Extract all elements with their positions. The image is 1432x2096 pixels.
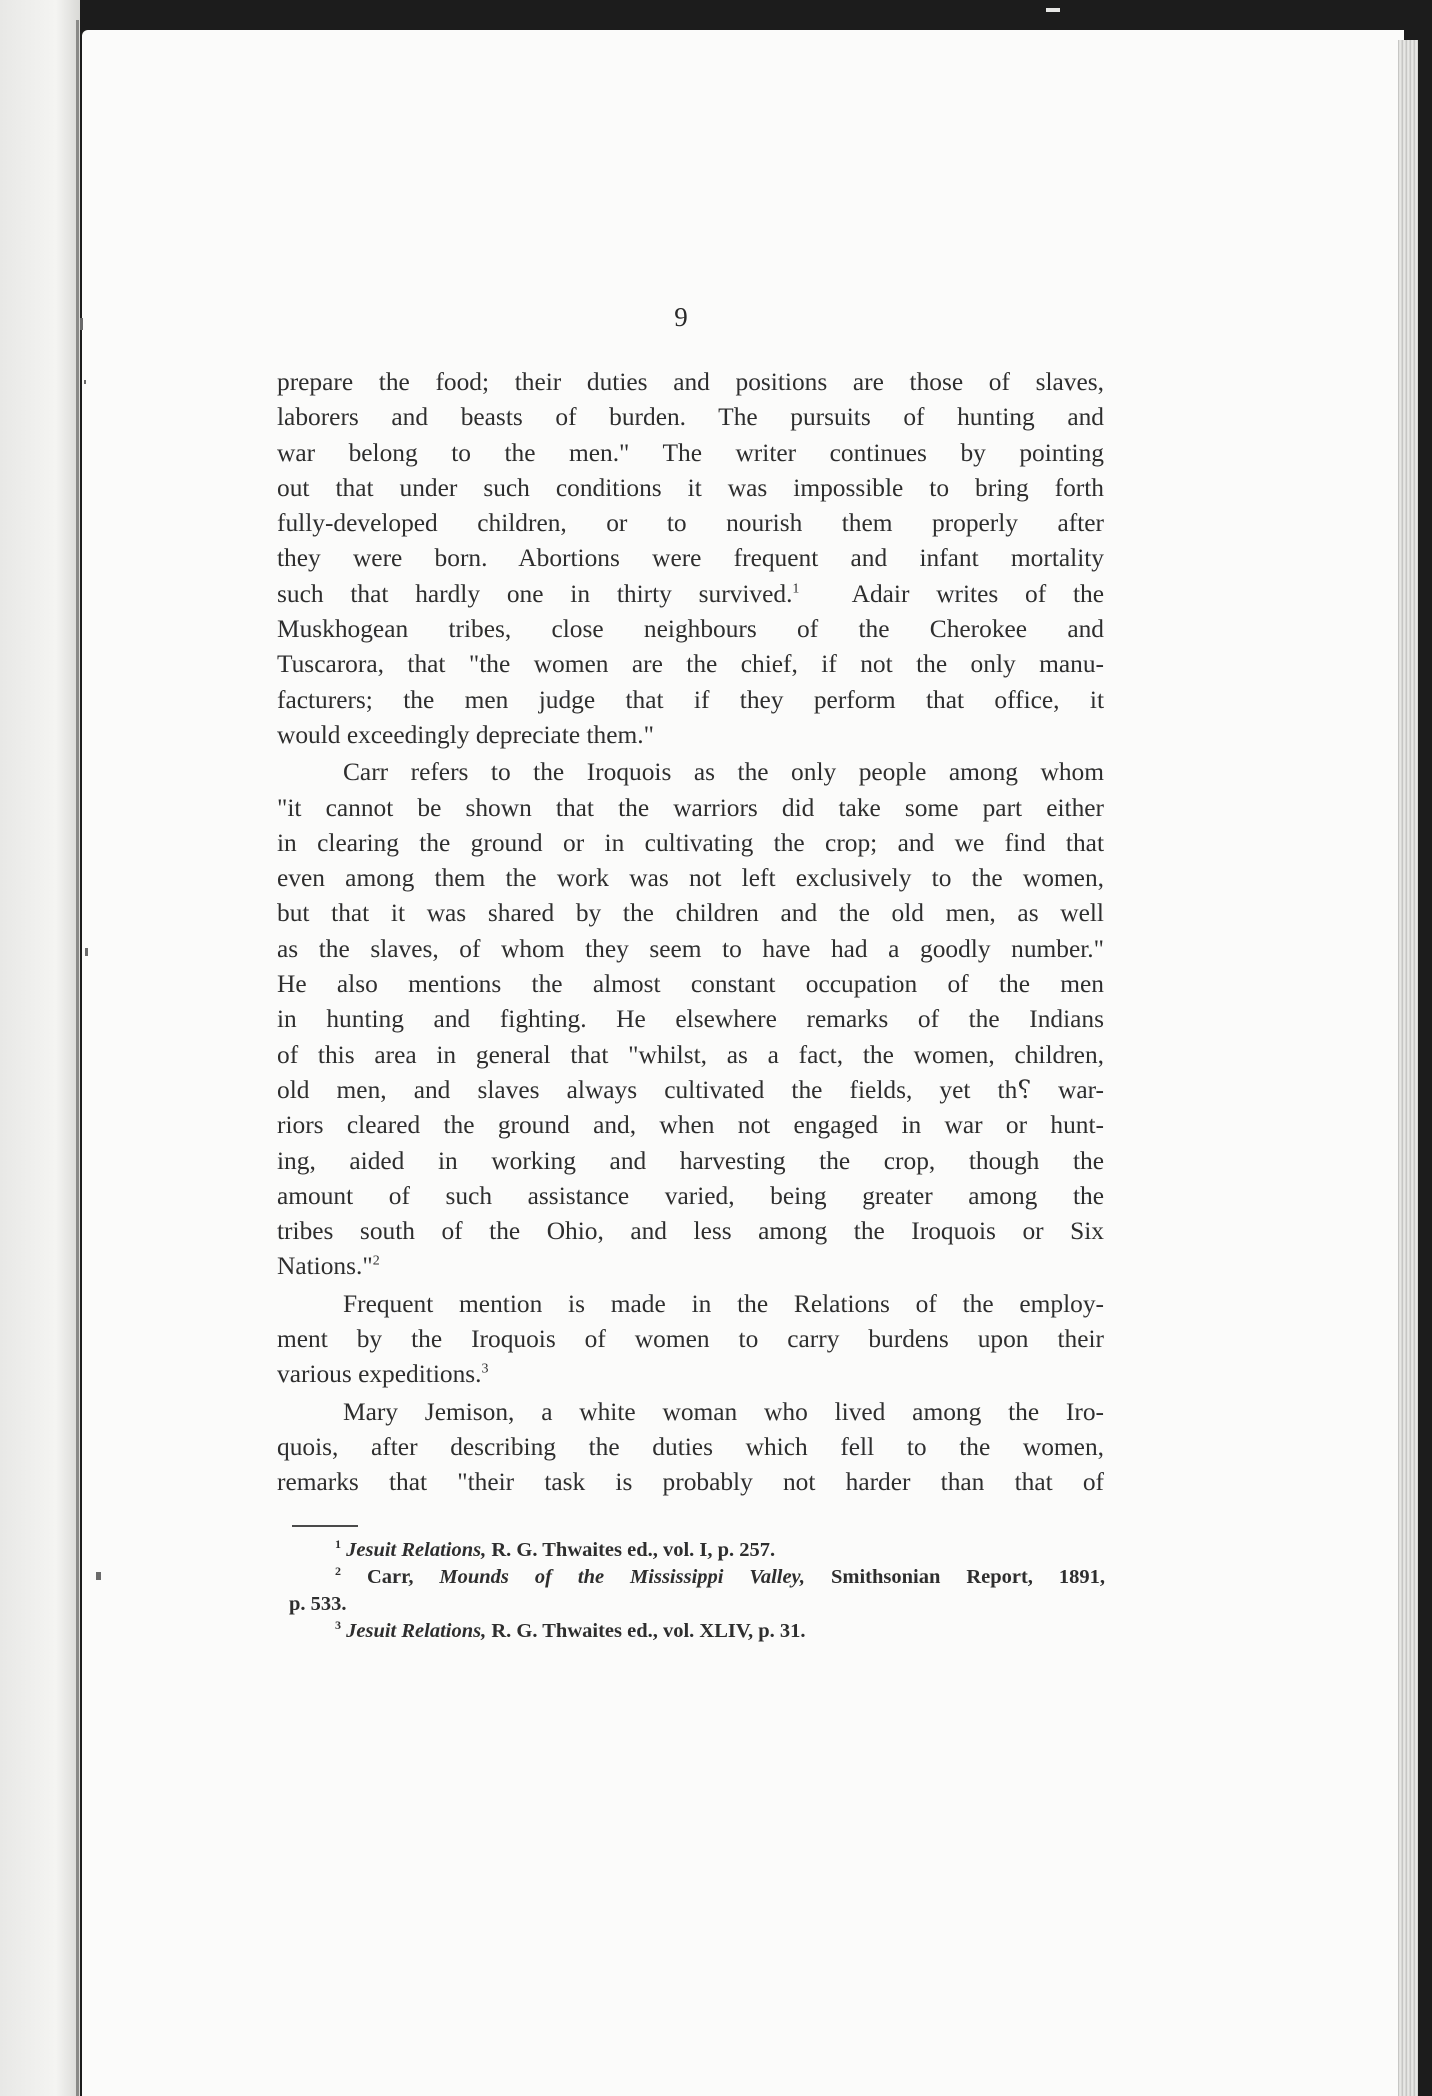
text-fragment: Nations.": [277, 1252, 373, 1281]
footnote-ref: 2: [372, 1253, 380, 1269]
text-line: Muskhogean tribes, close neighbours of the Cherokee and: [277, 615, 1104, 644]
text-line: Frequent mention is made in the Relations of the employ-: [343, 1289, 1104, 1318]
text-fragment: various expeditions.: [277, 1360, 482, 1389]
text-line: laborers and beasts of burden. The pursuits of hunting and: [277, 403, 1104, 432]
footnote-2-continued: p. 533.: [289, 1593, 347, 1615]
paragraph-4: [277, 1395, 1104, 1501]
text-line: [277, 1357, 1104, 1392]
footnote-1: [287, 1537, 1105, 1564]
footnote-text: R. G. Thwaites ed., vol. I, p. 257.: [486, 1539, 776, 1561]
text-line: fully-developed children, or to nourish them properly after: [277, 509, 1104, 538]
text-line: ment by the Iroquois of women to carry burdens upon their: [277, 1325, 1104, 1354]
text-fragment: such that hardly one in thirty survived.: [277, 579, 793, 608]
footnote-title: Jesuit Relations,: [346, 1620, 487, 1642]
text-line: "it cannot be shown that the warriors did take some part either: [277, 793, 1104, 822]
text-line: facturers; the men judge that if they perform that office, it: [277, 685, 1104, 714]
footnote-ref: 3: [481, 1361, 489, 1377]
footnote-text: Smithsonian Report, 1891,: [805, 1566, 1105, 1588]
text-line: but that it was shared by the children and the old men, as well: [277, 899, 1104, 928]
footnote-2: [287, 1564, 1105, 1591]
footnote-mark: 1: [335, 1537, 341, 1552]
text-line: quois, after describing the duties which fell to the women,: [277, 1432, 1104, 1461]
text-line: riors cleared the ground and, when not engaged in war or hunt-: [277, 1111, 1104, 1140]
text-line: old men, and slaves always cultivated the fields, yet th⸮ war-: [277, 1075, 1104, 1104]
text-line: in clearing the ground or in cultivating the crop; and we find that: [277, 828, 1104, 857]
paragraph-2: [277, 755, 1104, 1284]
text-line: ing, aided in working and harvesting the crop, though the: [277, 1146, 1104, 1175]
footnote-text: Carr,: [366, 1566, 440, 1588]
scan-background: [1040, 0, 1432, 30]
text-line: Carr refers to the Iroquois as the only people among whom: [343, 758, 1104, 787]
text-fragment: Adair writes of the: [851, 579, 1105, 608]
text-line: they were born. Abortions were frequent and infant mortality: [277, 544, 1104, 573]
footnote-title: Jesuit Relations,: [346, 1539, 487, 1561]
text-line: out that under such conditions it was impossible to bring forth: [277, 473, 1104, 502]
text-line: He also mentions the almost constant occupation of the men: [277, 970, 1104, 999]
text-line: in hunting and fighting. He elsewhere remarks of the Indians: [277, 1005, 1104, 1034]
text-line: [277, 577, 1104, 612]
text-line: remarks that "their task is probably not harder than that of: [277, 1468, 1104, 1497]
text-line: prepare the food; their duties and positions are those of slaves,: [277, 368, 1104, 396]
text-line: tribes south of the Ohio, and less among the Iroquois or Six: [277, 1217, 1104, 1246]
footnote-title: Mounds of the Mississippi Valley,: [439, 1566, 806, 1588]
scan-mark: [1046, 8, 1060, 12]
scan-mark: [85, 948, 88, 956]
text-line: amount of such assistance varied, being greater among the: [277, 1181, 1104, 1210]
text-line: [277, 1249, 1104, 1284]
text-line: war belong to the men." The writer continues by pointing: [277, 438, 1104, 467]
scan-mark: [84, 380, 86, 384]
footnote-rule: [292, 1525, 358, 1527]
footnotes: [287, 1537, 1105, 1645]
page-stack-edge: [1398, 40, 1418, 2096]
footnote-mark: 3: [335, 1618, 341, 1633]
page-number: 9: [674, 302, 688, 332]
text-line: even among them the work was not left exclusively to the women,: [277, 864, 1104, 893]
text-line: of this area in general that "whilst, as a fact, the women, children,: [277, 1040, 1104, 1069]
text-line: Mary Jemison, a white woman who lived among the Iro-: [343, 1397, 1104, 1426]
footnote-mark: 2: [335, 1564, 341, 1579]
paragraph-1: [277, 365, 1104, 753]
scan-mark: [96, 1572, 101, 1580]
text-line: as the slaves, of whom they seem to have had a goodly number.": [277, 934, 1104, 963]
footnote-3: [287, 1618, 1105, 1645]
footnote-text: R. G. Thwaites ed., vol. XLIV, p. 31.: [486, 1620, 806, 1642]
paragraph-3: [277, 1287, 1104, 1393]
text-line: would exceedingly depreciate them.": [277, 720, 654, 749]
footnote-ref: 1: [792, 581, 800, 597]
body-text: [277, 365, 1104, 1501]
text-line: Tuscarora, that "the women are the chief, if not the only manu-: [277, 650, 1104, 679]
